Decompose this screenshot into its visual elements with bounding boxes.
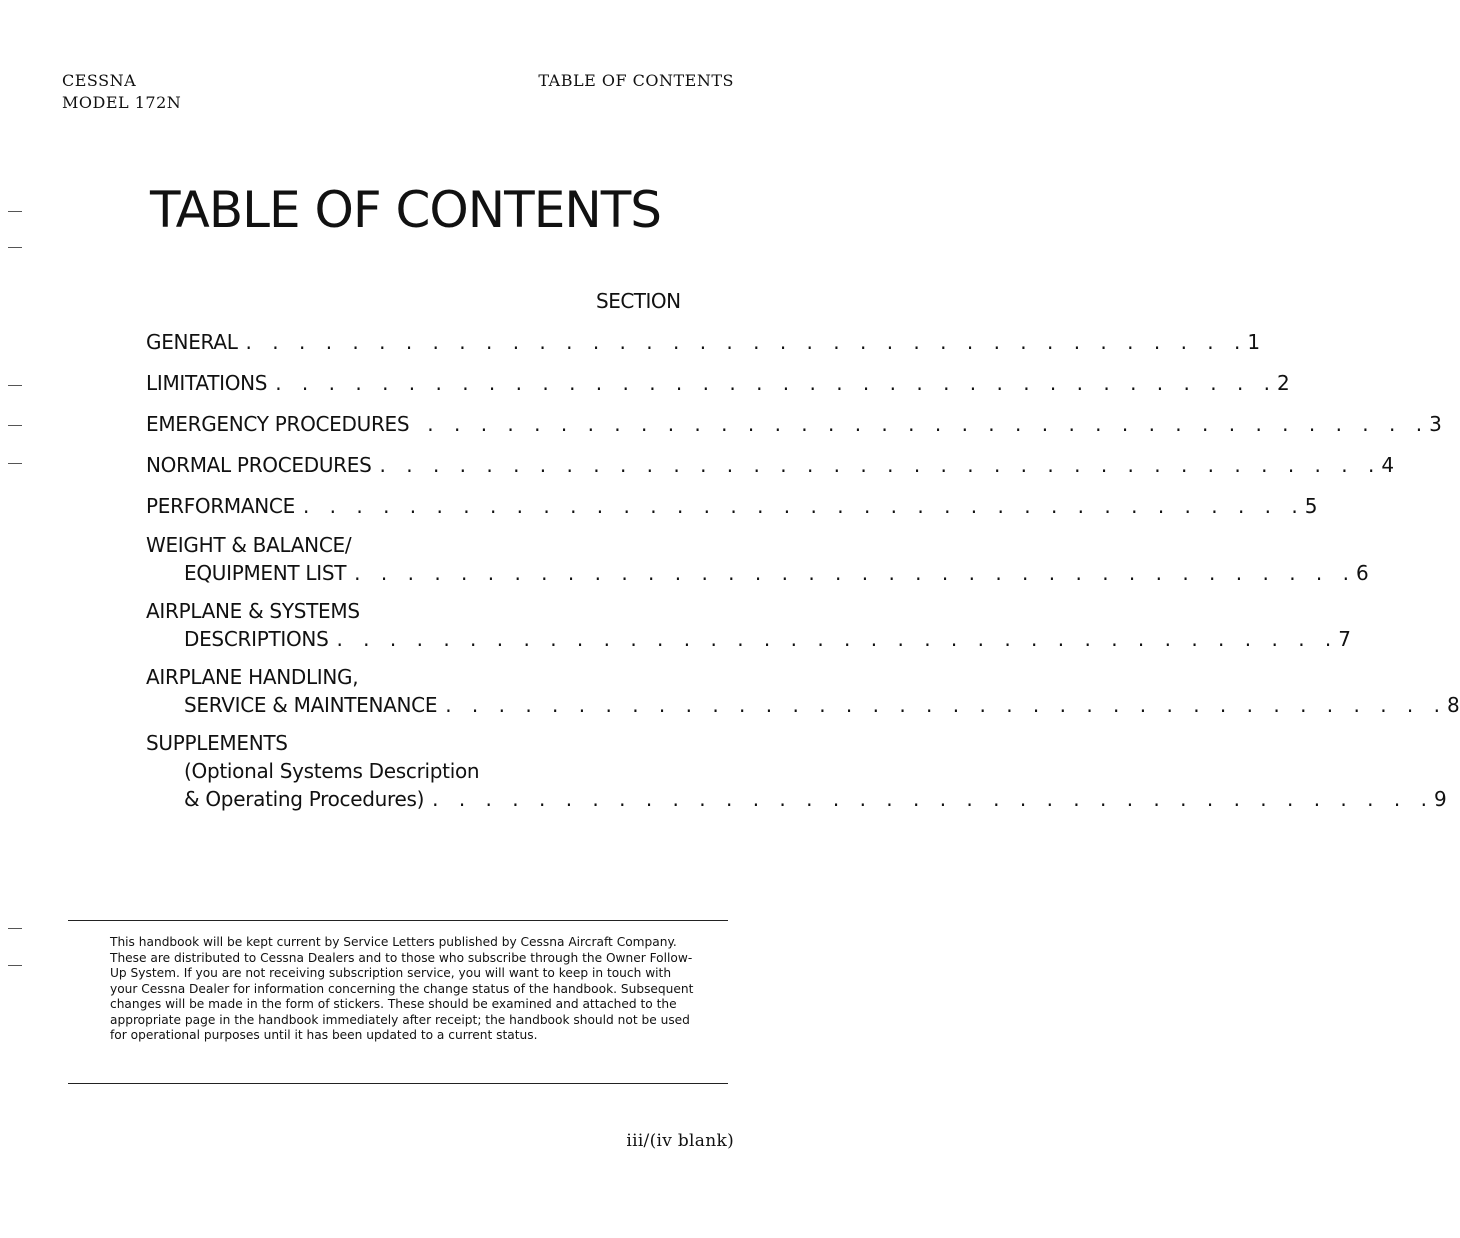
toc-section-number: 4 bbox=[1381, 453, 1395, 477]
dot-leader: . . . . . . . . . . . . . . . . . . . . . . . . . . . . . . . . . . . . . . bbox=[302, 494, 1305, 518]
toc-entry-label: WEIGHT & BALANCE/ bbox=[146, 533, 352, 557]
page-number: iii/(iv blank) bbox=[626, 1131, 734, 1151]
toc-entry-limitations[interactable] bbox=[146, 369, 1290, 397]
dot-leader: . . . . . . . . . . . . . . . . . . . . . . . . . . . . . . . . . . . . . . bbox=[379, 453, 1382, 477]
toc-entry-weight-balance[interactable] bbox=[146, 531, 1369, 587]
toc-entry-label: LIMITATIONS bbox=[146, 371, 268, 395]
toc-entry-label-continued: DESCRIPTIONS bbox=[184, 627, 329, 651]
toc-entry-label: SUPPLEMENTS bbox=[146, 731, 288, 755]
margin-scan-mark bbox=[8, 247, 22, 248]
dot-leader: . . . . . . . . . . . . . . . . . . . . . . . . . . . . . . . . . . . . . . bbox=[445, 693, 1447, 717]
toc-section-number: 5 bbox=[1304, 494, 1318, 518]
page-title: TABLE OF CONTENTS bbox=[150, 181, 662, 239]
toc-entry-airplane-handling[interactable] bbox=[146, 663, 1460, 719]
running-header-right: TABLE OF CONTENTS bbox=[538, 71, 734, 90]
toc-section-number: 8 bbox=[1447, 693, 1460, 717]
toc-entry-emergency-procedures[interactable] bbox=[146, 410, 1442, 438]
toc-entry-performance[interactable] bbox=[146, 492, 1318, 520]
divider-bottom bbox=[68, 1083, 728, 1084]
toc-entry-label: EMERGENCY PROCEDURES bbox=[146, 412, 410, 436]
toc-section-number: 7 bbox=[1338, 627, 1352, 651]
header-manufacturer: CESSNA bbox=[62, 71, 137, 90]
section-column-header: SECTION bbox=[596, 289, 681, 313]
toc-section-number: 3 bbox=[1429, 412, 1442, 436]
toc-entry-label: NORMAL PROCEDURES bbox=[146, 453, 372, 477]
toc-entry-general[interactable] bbox=[146, 328, 1261, 356]
toc-section-number: 1 bbox=[1247, 330, 1261, 354]
toc-section-number: 9 bbox=[1433, 787, 1447, 811]
toc-entry-label: PERFORMANCE bbox=[146, 494, 295, 518]
toc-entry-normal-procedures[interactable] bbox=[146, 451, 1395, 479]
toc-section-number: 6 bbox=[1355, 561, 1369, 585]
margin-scan-mark bbox=[8, 425, 22, 426]
running-header-left bbox=[62, 70, 181, 114]
dot-leader: . . . . . . . . . . . . . . . . . . . . . . . . . . . . . . . . . . . . . . bbox=[427, 412, 1430, 436]
margin-scan-mark bbox=[8, 211, 22, 212]
toc-entry-airplane-systems[interactable] bbox=[146, 597, 1352, 653]
dot-leader: . . . . . . . . . . . . . . . . . . . . . . . . . . . . . . . . . . . . . . bbox=[245, 330, 1248, 354]
toc-entry-label-continued: EQUIPMENT LIST bbox=[184, 561, 347, 585]
toc-entry-label-continued: SERVICE & MAINTENANCE bbox=[184, 693, 438, 717]
dot-leader: . . . . . . . . . . . . . . . . . . . . . . . . . . . . . . . . . . . . . . bbox=[275, 371, 1278, 395]
toc-section-number: 2 bbox=[1277, 371, 1290, 395]
dot-leader: . . . . . . . . . . . . . . . . . . . . . . . . . . . . . . . . . . . . . . bbox=[354, 561, 1356, 585]
toc-entry-label-continued: & Operating Procedures) bbox=[184, 787, 425, 811]
header-model: MODEL 172N bbox=[62, 93, 182, 112]
toc-entry-supplements[interactable] bbox=[146, 729, 1447, 813]
dot-leader: . . . . . . . . . . . . . . . . . . . . . . . . . . . . . . . . . . . . . . bbox=[336, 627, 1339, 651]
divider-top bbox=[68, 920, 728, 921]
toc-entry-label: AIRPLANE & SYSTEMS bbox=[146, 599, 360, 623]
toc-entry-label-continued: (Optional Systems Description bbox=[184, 759, 480, 783]
margin-scan-mark bbox=[8, 928, 22, 929]
margin-scan-mark bbox=[8, 385, 22, 386]
toc-entry-label: GENERAL bbox=[146, 330, 238, 354]
handbook-notice: This handbook will be kept current by Service Letters published by Cessna Aircraft Company. These are distributed to Cessna Dealers and to those who subscribe through the Owner Follow-Up System. If you are not receiving subscription service, you will want to keep in touch with your Cessna Dealer for information concerning the change status of the handbook. Subsequent changes will be made in the form of stickers. These should be examined and attached to the appropriate page in the handbook immediately after receipt; the handbook should not be used for operational purposes until it has been updated to a current status. bbox=[110, 935, 694, 1042]
margin-scan-mark bbox=[8, 463, 22, 464]
dot-leader: . . . . . . . . . . . . . . . . . . . . . . . . . . . . . . . . . . . . . . bbox=[432, 787, 1434, 811]
margin-scan-mark bbox=[8, 965, 22, 966]
toc-entry-label: AIRPLANE HANDLING, bbox=[146, 665, 359, 689]
